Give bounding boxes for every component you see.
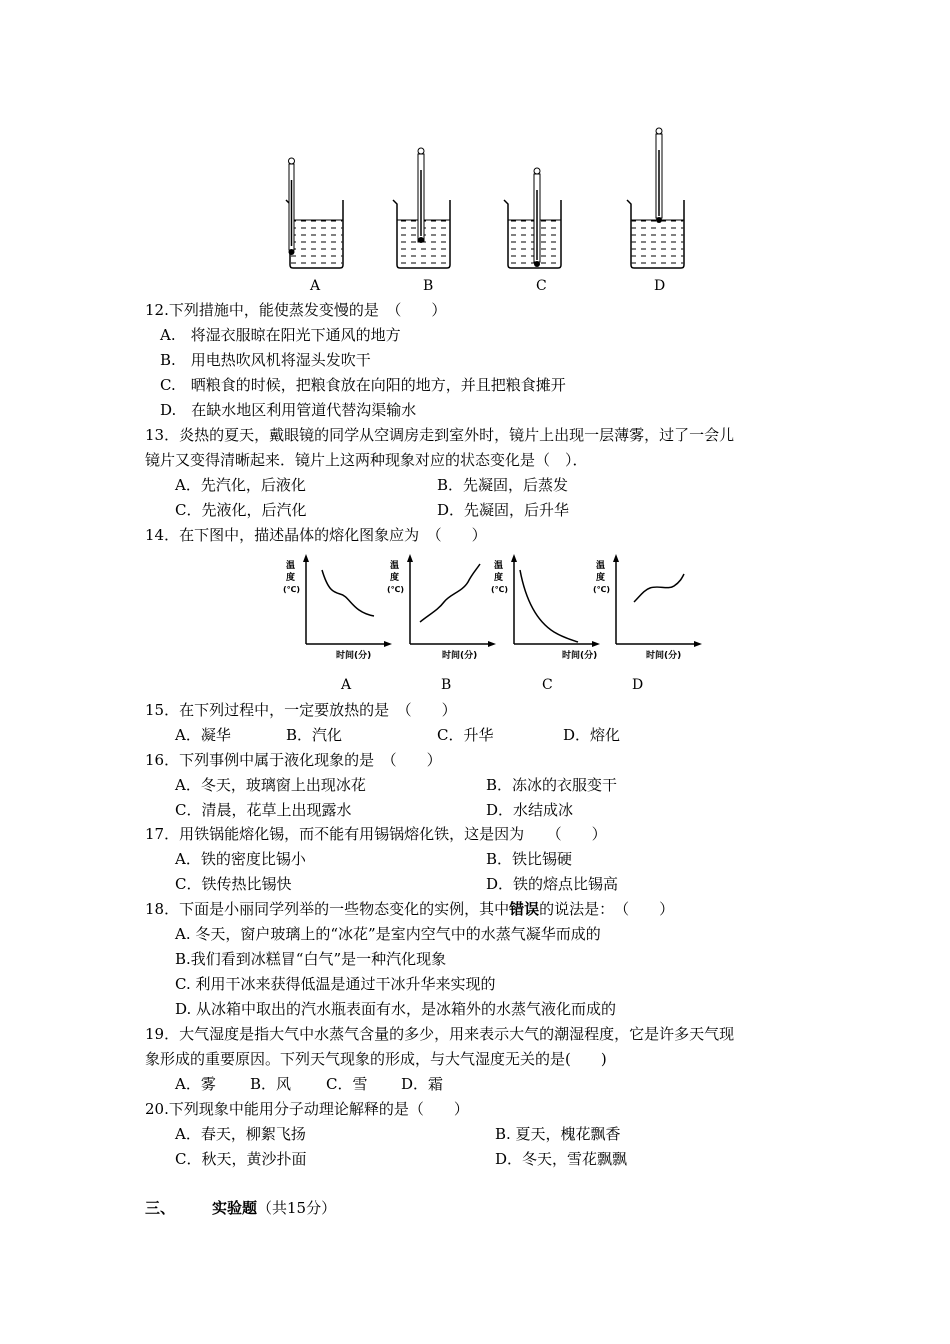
- q18-option-d: D. 从冰箱中取出的汽水瓶表面有水，是冰箱外的水蒸气液化而成的: [175, 1000, 617, 1018]
- q16-stem: 16．下列事例中属于液化现象的是 （ ）: [145, 751, 442, 769]
- q18-stem-after: 的说法是： （ ）: [539, 900, 675, 918]
- graph-c-ylabel-3: (℃): [491, 585, 508, 594]
- q18-stem-bold: 错误: [509, 900, 540, 918]
- q19-option-c: C．雪: [326, 1075, 368, 1093]
- q17-option-d: D．铁的熔点比锡高: [486, 875, 619, 893]
- q17-option-a: A．铁的密度比锡小: [175, 850, 306, 868]
- graph-d: [588, 552, 703, 662]
- q12-option-d: D. 在缺水地区利用管道代替沟渠输水: [160, 401, 417, 419]
- q17-option-b: B．铁比锡硬: [486, 850, 573, 868]
- graph-a-ylabel-1: 温: [286, 561, 296, 571]
- q12-option-a: A. 将湿衣服晾在阳光下通风的地方: [160, 326, 401, 344]
- graph-d-ylabel-1: 温: [596, 561, 606, 571]
- q12-stem: 12.下列措施中，能使蒸发变慢的是 （ ）: [145, 301, 447, 319]
- q13-option-a: A．先汽化，后液化: [175, 476, 306, 494]
- q20-option-d: D．冬天，雪花飘飘: [495, 1150, 628, 1168]
- q15-option-c: C．升华: [437, 726, 494, 744]
- q19-stem-line2: 象形成的重要原因。下列天气现象的形成，与大气湿度无关的是( ): [145, 1050, 607, 1068]
- q14-label-b: B: [441, 677, 452, 693]
- q18-option-c: C. 利用干冰来获得低温是通过干冰升华来实现的: [175, 975, 496, 993]
- graph-b-ylabel-1: 温: [390, 561, 400, 571]
- q20-option-b: B. 夏天，槐花飘香: [495, 1125, 621, 1143]
- q16-option-b: B．冻冰的衣服变干: [486, 776, 618, 794]
- q18-stem-before: 18．下面是小丽同学列举的一些物态变化的实例，其中: [145, 900, 510, 918]
- q13-option-d: D．先凝固，后升华: [437, 501, 570, 519]
- section3-note: （共15分）: [257, 1199, 337, 1217]
- q18-option-a: A. 冬天，窗户玻璃上的“冰花”是室内空气中的水蒸气凝华而成的: [175, 925, 601, 943]
- beaker-b: [393, 148, 450, 268]
- graph-a: [278, 552, 393, 662]
- q20-stem: 20.下列现象中能用分子动理论解释的是（ ）: [145, 1100, 469, 1118]
- q15-stem: 15．在下列过程中，一定要放热的是 （ ）: [145, 701, 457, 719]
- q16-option-d: D．水结成冰: [486, 801, 574, 819]
- figure-label-c: C: [536, 278, 547, 294]
- beaker-c: [504, 168, 561, 268]
- thermometer-beaker-figure: [270, 120, 690, 280]
- q20-option-c: C．秋天，黄沙扑面: [175, 1150, 307, 1168]
- q19-option-a: A．雾: [175, 1075, 216, 1093]
- q15-option-b: B．汽化: [286, 726, 343, 744]
- q15-option-d: D．熔化: [563, 726, 621, 744]
- graph-a-xlabel: 时间(分): [336, 651, 372, 661]
- q19-option-b: B．风: [250, 1075, 292, 1093]
- q20-option-a: A．春天，柳絮飞扬: [175, 1125, 306, 1143]
- figure-label-b: B: [423, 278, 434, 294]
- q17-option-c: C．铁传热比锡快: [175, 875, 292, 893]
- q19-stem-line1: 19．大气湿度是指大气中水蒸气含量的多少，用来表示大气的潮湿程度，它是许多天气现: [145, 1025, 735, 1043]
- graph-b-xlabel: 时间(分): [442, 651, 478, 661]
- q12-option-b: B. 用电热吹风机将湿头发吹干: [160, 351, 371, 369]
- graph-a-ylabel-2: 度: [286, 573, 296, 583]
- q13-stem-line2: 镜片又变得清晰起来．镜片上这两种现象对应的状态变化是（ ）．: [145, 451, 588, 469]
- q15-option-a: A．凝华: [175, 726, 231, 744]
- q12-option-c: C. 晒粮食的时候，把粮食放在向阳的地方，并且把粮食摊开: [160, 376, 566, 394]
- q14-label-c: C: [542, 677, 553, 693]
- graph-c: [486, 552, 601, 662]
- q19-option-d: D．霜: [401, 1075, 444, 1093]
- figure-label-a: A: [310, 278, 321, 294]
- q13-option-c: C．先液化，后汽化: [175, 501, 307, 519]
- graph-c-ylabel-1: 温: [494, 561, 504, 571]
- q16-option-c: C．清晨，花草上出现露水: [175, 801, 352, 819]
- graph-b-ylabel-2: 度: [390, 573, 400, 583]
- graph-c-ylabel-2: 度: [494, 573, 504, 583]
- q14-stem: 14．在下图中，描述晶体的熔化图象应为 （ ）: [145, 526, 487, 544]
- graph-d-xlabel: 时间(分): [646, 651, 682, 661]
- q18-option-b: B.我们看到冰糕冒“白气”是一种汽化现象: [175, 950, 447, 968]
- q17-stem: 17．用铁锅能熔化锡，而不能有用锡锅熔化铁，这是因为 （ ）: [145, 825, 607, 843]
- graph-d-ylabel-3: (℃): [593, 585, 610, 594]
- graph-a-ylabel-3: (℃): [283, 585, 300, 594]
- section3-title: 实验题: [212, 1199, 258, 1217]
- figure-label-d: D: [654, 278, 666, 294]
- q13-stem-line1: 13．炎热的夏天，戴眼镜的同学从空调房走到室外时，镜片上出现一层薄雾，过了一会儿: [145, 426, 735, 444]
- graph-c-xlabel: 时间(分): [562, 651, 598, 661]
- q14-label-a: A: [341, 677, 352, 693]
- q14-label-d: D: [632, 677, 644, 693]
- graph-d-ylabel-2: 度: [596, 573, 606, 583]
- q13-option-b: B．先凝固，后蒸发: [437, 476, 569, 494]
- q16-option-a: A．冬天，玻璃窗上出现冰花: [175, 776, 366, 794]
- section3-number: 三、: [145, 1199, 176, 1217]
- section3-title-row: [212, 1198, 336, 1218]
- beaker-d: [627, 128, 684, 268]
- graph-b-ylabel-3: (℃): [387, 585, 404, 594]
- beaker-a: [286, 158, 343, 268]
- q18-stem: [145, 899, 674, 919]
- graph-b: [382, 552, 497, 662]
